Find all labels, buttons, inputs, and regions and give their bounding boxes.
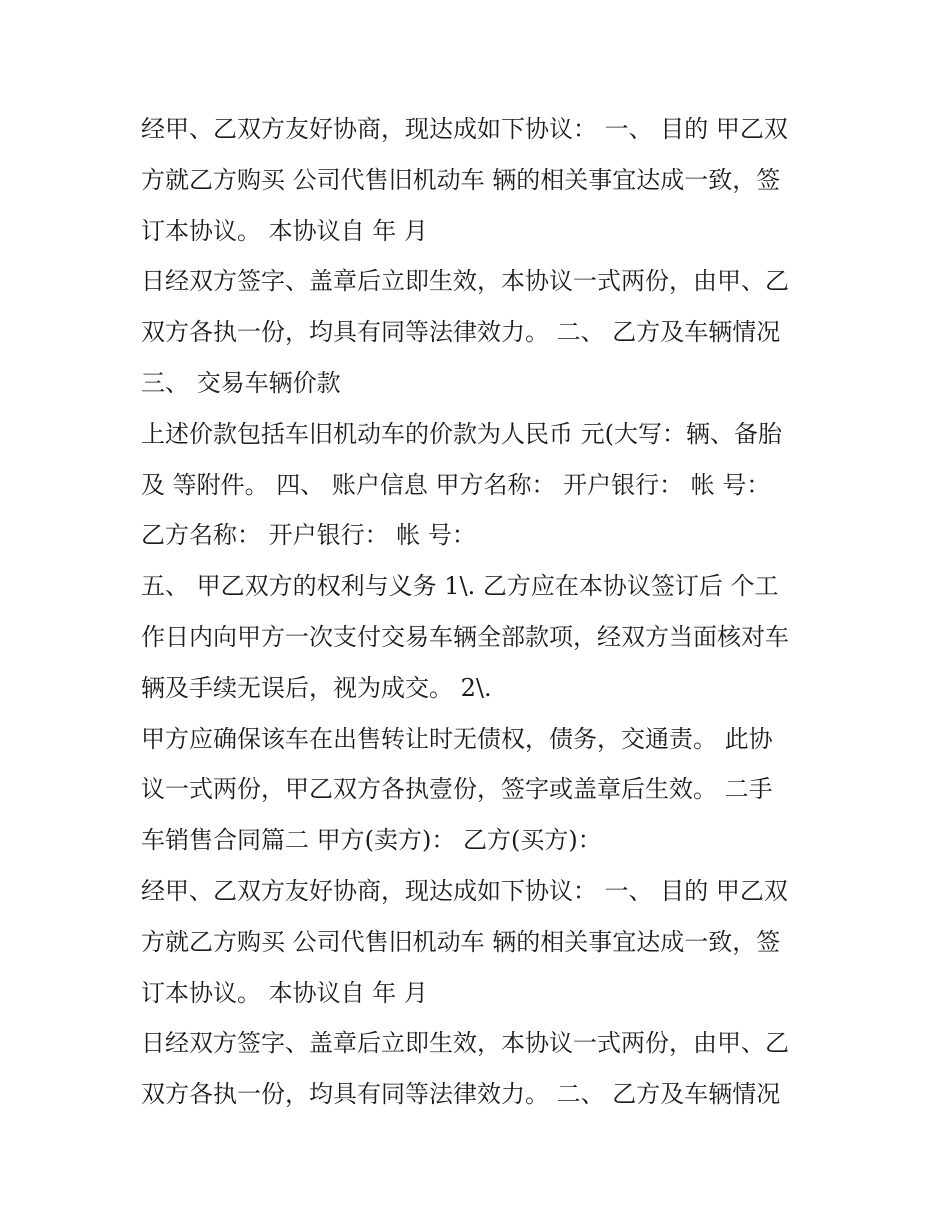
text-line: 作日内向甲方一次支付交易车辆全部款项，经双方当面核对车 bbox=[141, 622, 789, 651]
text-line: 甲方应确保该车在出售转让时无债权，债务，交通责。 此协 bbox=[141, 724, 773, 753]
text-line: 订本协议。 本协议自 年 月 bbox=[141, 216, 428, 245]
text-line: 三、 交易车辆价款 bbox=[141, 368, 341, 397]
text-line: 议一式两份，甲乙双方各执壹份，签字或盖章后生效。 二手 bbox=[141, 775, 773, 804]
text-line: 车销售合同篇二 甲方(卖方)： 乙方(买方)： bbox=[141, 826, 602, 855]
text-line: 日经双方签字、盖章后立即生效，本协议一式两份，由甲、乙 bbox=[141, 267, 789, 296]
text-line: 订本协议。 本协议自 年 月 bbox=[141, 978, 428, 1007]
text-line: 双方各执一份，均具有同等法律效力。 二、 乙方及车辆情况 bbox=[141, 1080, 781, 1109]
text-line: 日经双方签字、盖章后立即生效，本协议一式两份，由甲、乙 bbox=[141, 1029, 789, 1058]
text-line: 及 等附件。 四、 账户信息 甲方名称： 开户银行： 帐 号： bbox=[141, 470, 771, 499]
text-line: 经甲、乙双方友好协商，现达成如下协议： 一、 目的 甲乙双 bbox=[141, 876, 788, 905]
contract-body-text bbox=[141, 104, 831, 1120]
text-line: 经甲、乙双方友好协商，现达成如下协议： 一、 目的 甲乙双 bbox=[141, 115, 788, 143]
text-line: 方就乙方购买 公司代售旧机动车 辆的相关事宜达成一致，签 bbox=[141, 927, 781, 956]
text-line: 双方各执一份，均具有同等法律效力。 二、 乙方及车辆情况 bbox=[141, 318, 781, 347]
text-line: 方就乙方购买 公司代售旧机动车 辆的相关事宜达成一致，签 bbox=[141, 165, 781, 194]
text-line: 上述价款包括车旧机动车的价款为人民币 元(大写：辆、备胎 bbox=[141, 419, 782, 448]
text-line: 辆及手续无误后，视为成交。 2\. bbox=[141, 673, 492, 702]
text-line: 五、 甲乙双方的权利与义务 1\. 乙方应在本协议签订后 个工 bbox=[141, 572, 779, 601]
text-line: 乙方名称： 开户银行： 帐 号： bbox=[141, 521, 476, 550]
